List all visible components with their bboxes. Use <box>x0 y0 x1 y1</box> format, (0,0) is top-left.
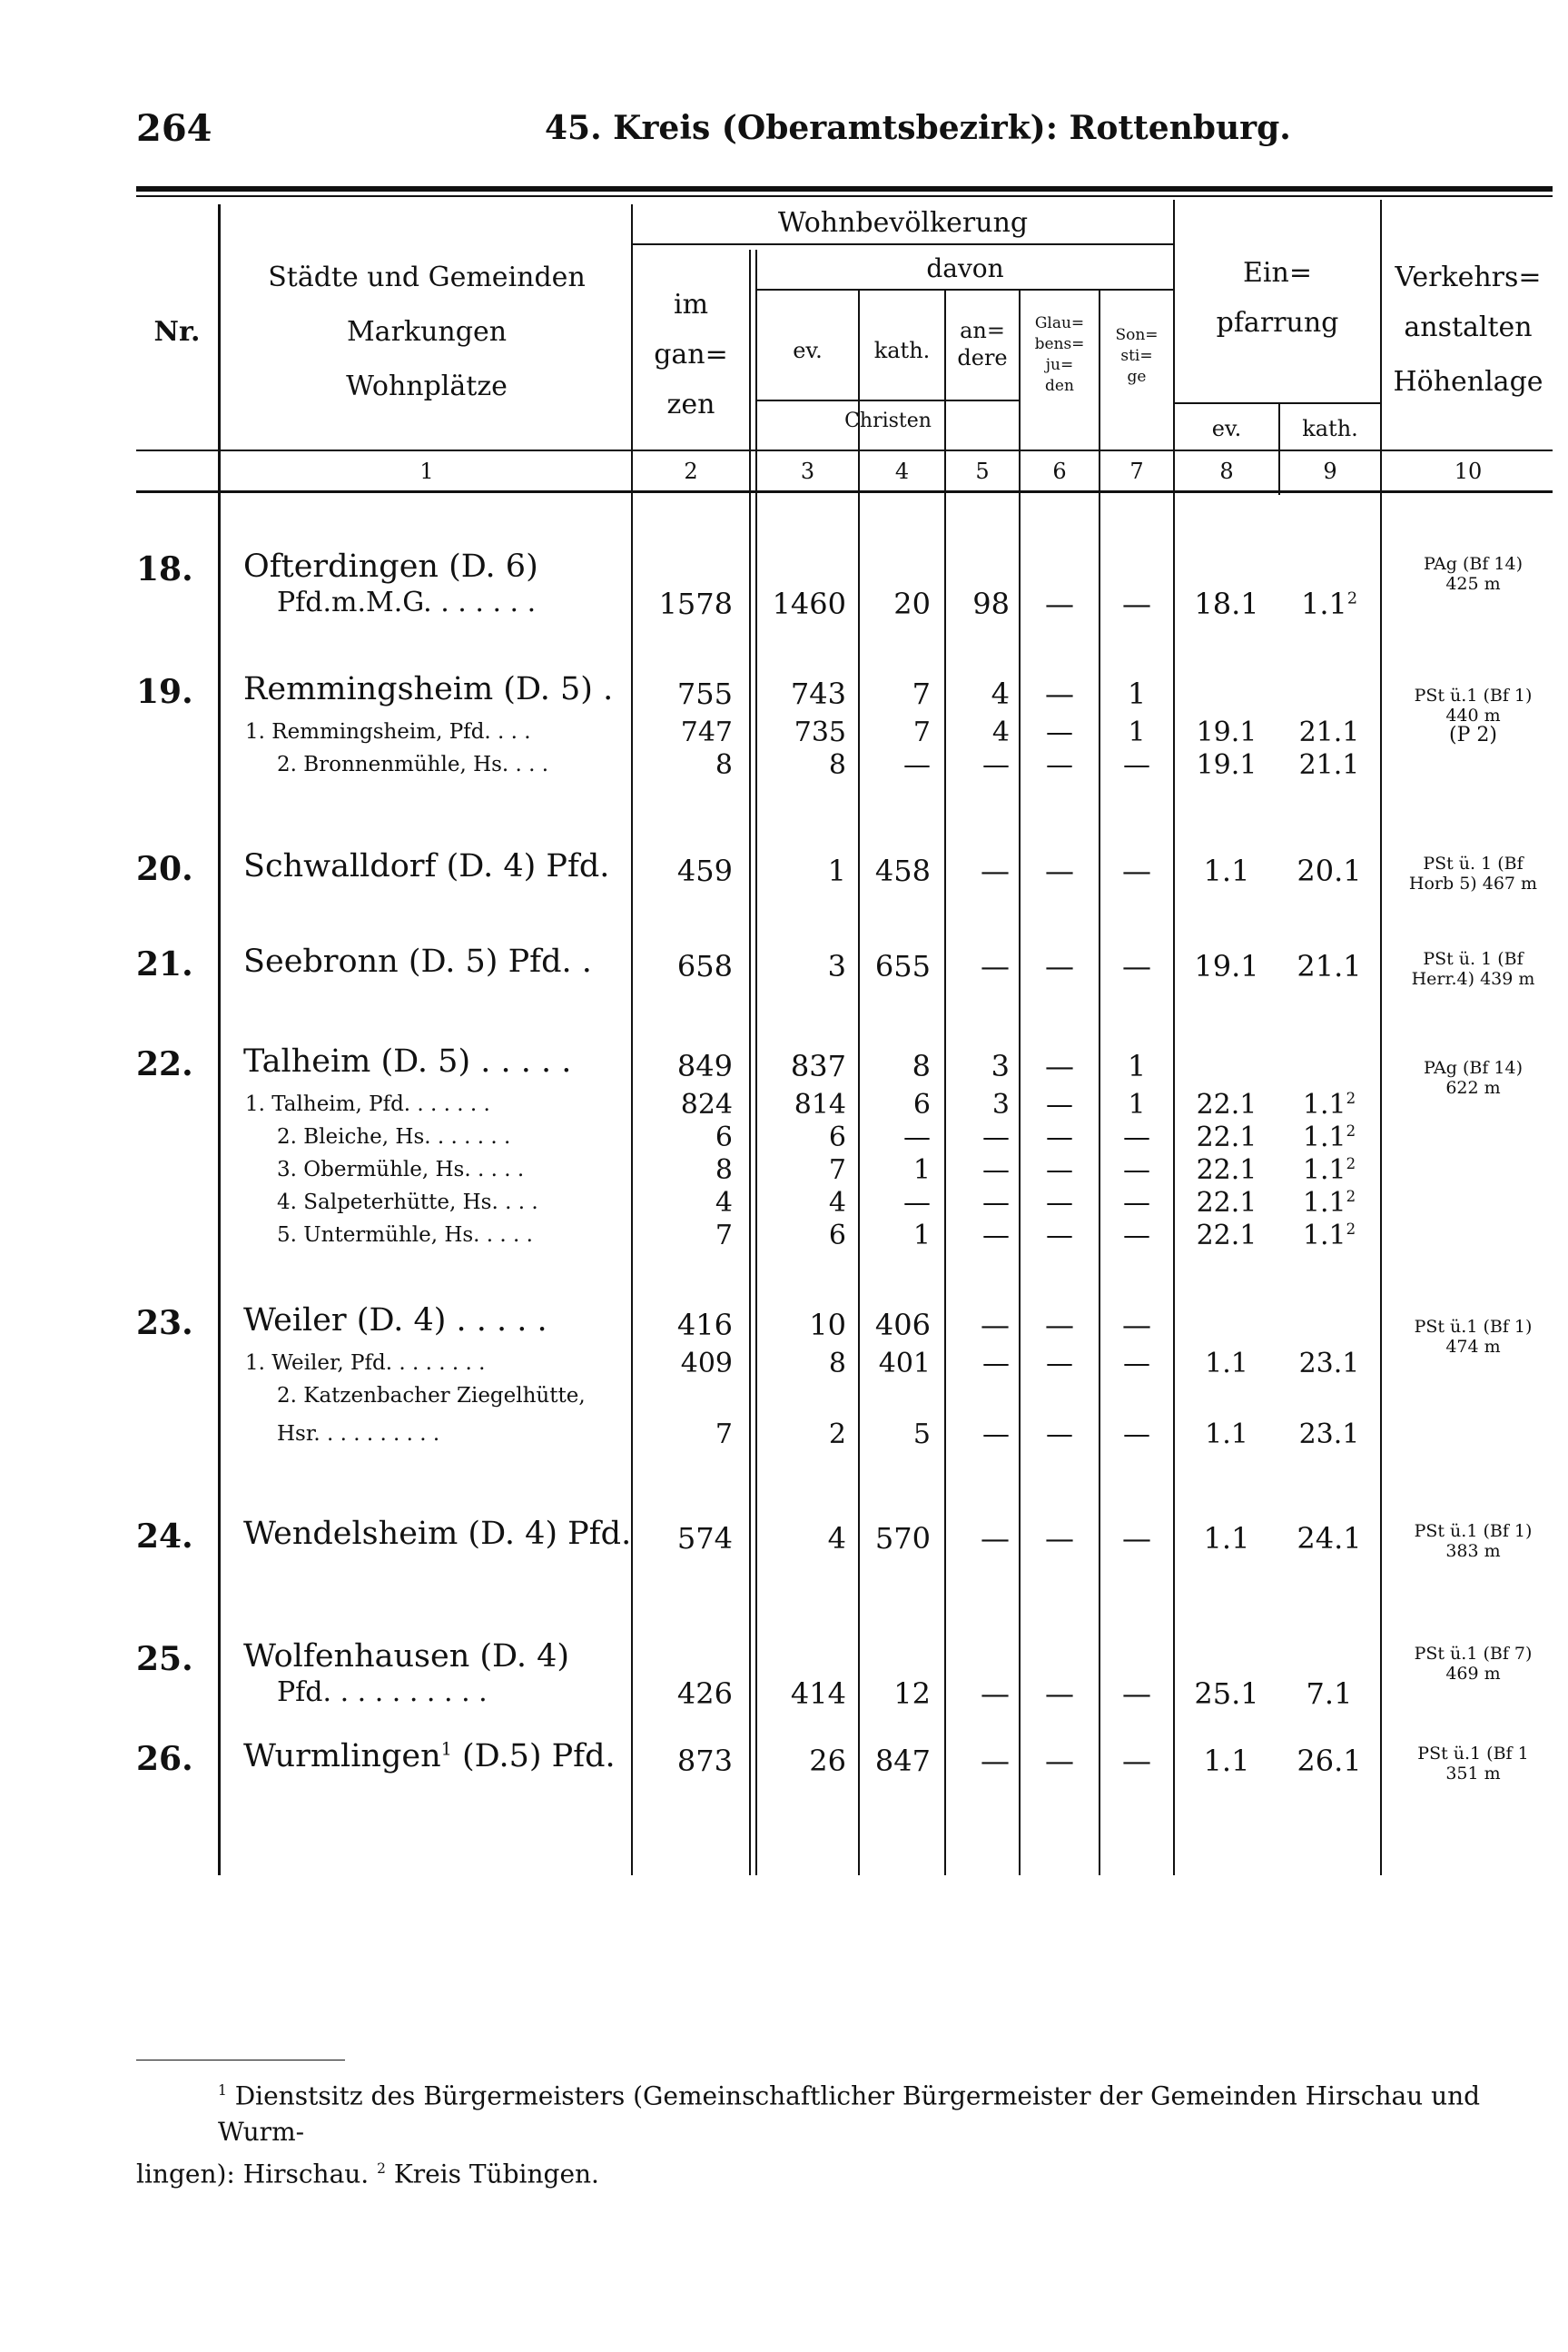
cell-juden: — <box>1045 1521 1074 1556</box>
cell-sonst: — <box>1122 587 1151 621</box>
cell-ev: 2 <box>828 1418 846 1450</box>
verkehr-line-1: PSt ü.1 (Bf 1) <box>1414 686 1533 706</box>
footnote <box>136 2072 1553 2193</box>
sub-place-name: 2. Katzenbacher Ziegelhütte, <box>277 1384 586 1408</box>
verkehr-line-1: PSt ü.1 (Bf 1) <box>1414 1521 1533 1541</box>
header-glauben-l4: den <box>1045 377 1074 395</box>
cell-ev: 6 <box>828 1122 846 1153</box>
cell-pf-kath: 7.1 <box>1306 1676 1353 1711</box>
place-name-text: Wendelsheim (D. 4) Pfd. <box>243 1516 632 1552</box>
header-einpf-kath: kath. <box>1302 416 1358 441</box>
header-glauben-l3: ju= <box>1045 356 1074 374</box>
cell-juden: — <box>1046 1187 1073 1219</box>
header-bottom-rule <box>136 450 1553 451</box>
cell-juden: — <box>1046 1154 1073 1186</box>
sub-place-name: 1. Remmingsheim, Pfd. . . . <box>245 720 531 744</box>
cell-andere: — <box>981 854 1010 888</box>
colnum-6: 6 <box>1052 459 1067 484</box>
place-name-line-2: Pfd.m.M.G. . . . . . . <box>277 587 537 618</box>
header-verk-l2: anstalten <box>1404 311 1533 343</box>
christen-rule <box>757 400 1019 401</box>
footnote-ref: 2 <box>1346 1155 1356 1172</box>
header-im-l1: im <box>673 289 709 321</box>
cell-kath: — <box>903 749 931 781</box>
place-name-text: Schwalldorf (D. 4) Pfd. <box>243 848 610 884</box>
cell-ev: 10 <box>809 1308 846 1342</box>
verkehr-line-2: 383 m <box>1445 1541 1501 1561</box>
cell-kath: 458 <box>874 854 931 888</box>
cell-juden: — <box>1046 716 1073 748</box>
verkehr-line-2: 474 m <box>1445 1337 1501 1357</box>
cell-andere: — <box>981 1744 1010 1778</box>
cell-pf-kath-value: 1.1 <box>1302 1154 1346 1186</box>
header-verk-l1: Verkehrs= <box>1395 262 1542 293</box>
footnote-ref: 2 <box>1346 1220 1356 1238</box>
cell-pf-ev: 1.1 <box>1203 854 1250 888</box>
cell-pf-kath-value: 1.1 <box>1300 587 1347 621</box>
row-number: 26. <box>136 1740 193 1778</box>
cell-sonst: — <box>1123 1348 1150 1379</box>
place-name-text: Wurmlingen <box>243 1738 441 1774</box>
header-kath: kath. <box>873 338 931 363</box>
cell-juden: — <box>1046 1348 1073 1379</box>
cell-ev: 7 <box>828 1154 846 1186</box>
cell-juden: — <box>1045 1049 1074 1083</box>
cell-kath: 1 <box>912 1154 931 1186</box>
place-name-line-2: Pfd. . . . . . . . . . <box>277 1676 488 1708</box>
cell-gesamt: 459 <box>676 854 733 888</box>
place-name <box>243 671 613 707</box>
cell-pf-kath <box>1280 1089 1378 1121</box>
cell-gesamt: 747 <box>680 716 733 748</box>
sub-place-name: 5. Untermühle, Hs. . . . . <box>277 1223 533 1247</box>
cell-sonst: — <box>1122 1676 1151 1711</box>
cell-pf-kath-value: 1.1 <box>1302 1122 1346 1153</box>
verkehr-info <box>1385 554 1562 594</box>
colnum-10: 10 <box>1454 459 1483 484</box>
header-name-l2: Markungen <box>346 316 508 348</box>
cell-pf-ev: 22.1 <box>1196 1154 1257 1186</box>
cell-pf-kath: 23.1 <box>1298 1348 1360 1379</box>
cell-andere: — <box>982 1418 1010 1450</box>
cell-gesamt: 8 <box>715 749 733 781</box>
place-name <box>243 1302 547 1339</box>
row-number: 21. <box>136 945 193 983</box>
place-name <box>243 1043 571 1080</box>
footnote-ref: 2 <box>1346 1122 1356 1140</box>
footnote-mark-1: 1 <box>218 2082 227 2099</box>
vline-name <box>631 204 633 1875</box>
cell-andere: — <box>982 1187 1010 1219</box>
cell-pf-ev: 22.1 <box>1196 1187 1257 1219</box>
colnum-7: 7 <box>1129 459 1144 484</box>
cell-gesamt: 8 <box>715 1154 733 1186</box>
cell-juden: — <box>1045 587 1074 621</box>
cell-ev: 837 <box>790 1049 846 1083</box>
cell-gesamt: 7 <box>715 1418 733 1450</box>
cell-pf-kath-value: 1.1 <box>1302 1089 1346 1121</box>
cell-ev: 4 <box>828 1187 846 1219</box>
cell-kath: 570 <box>874 1521 931 1556</box>
verkehr-line-1: PAg (Bf 14) <box>1424 554 1523 574</box>
verkehr-line-1: PSt ü.1 (Bf 1) <box>1414 1317 1533 1337</box>
cell-pf-kath: 20.1 <box>1297 854 1362 888</box>
header-name-l1: Städte und Gemeinden <box>268 262 586 293</box>
cell-andere: — <box>982 1122 1010 1153</box>
footnote-ref: 2 <box>1346 1188 1356 1205</box>
header-sonst-l2: sti= <box>1120 347 1153 365</box>
sub-place-name: 1. Weiler, Pfd. . . . . . . . <box>245 1351 486 1375</box>
header-andere-l2: dere <box>957 345 1008 371</box>
cell-gesamt: 7 <box>715 1220 733 1251</box>
colnum-3: 3 <box>800 459 815 484</box>
cell-juden: — <box>1046 1122 1073 1153</box>
page-title: 45. Kreis (Oberamtsbezirk): Rottenburg. <box>545 109 1291 147</box>
footnote-text-2: lingen): Hirschau. <box>136 2159 370 2189</box>
cell-pf-ev: 1.1 <box>1205 1348 1248 1379</box>
cell-sonst: — <box>1122 1308 1151 1342</box>
header-verk-l3: Höhenlage <box>1393 366 1543 398</box>
sub-place-name: 1. Talheim, Pfd. . . . . . . <box>245 1092 490 1116</box>
verkehr-line-1: PSt ü. 1 (Bf <box>1423 949 1524 969</box>
colnum-5: 5 <box>975 459 990 484</box>
row-number: 24. <box>136 1517 193 1556</box>
header-einpf-ev: ev. <box>1211 416 1242 441</box>
cell-gesamt: 658 <box>676 949 733 983</box>
place-name-text: Wolfenhausen (D. 4) <box>243 1638 570 1675</box>
row-number: 25. <box>136 1640 193 1678</box>
cell-juden: — <box>1045 854 1074 888</box>
cell-pf-kath: 24.1 <box>1297 1521 1362 1556</box>
verkehr-info <box>1385 949 1562 989</box>
cell-pf-ev: 22.1 <box>1196 1220 1257 1251</box>
cell-andere: — <box>982 1154 1010 1186</box>
vline-sonst <box>1173 200 1175 1875</box>
cell-juden: — <box>1046 1418 1073 1450</box>
cell-gesamt: 755 <box>676 677 733 711</box>
sub-place-name-line-2: Hsr. . . . . . . . . . <box>277 1422 440 1446</box>
cell-andere: — <box>981 1676 1010 1711</box>
cell-gesamt: 849 <box>676 1049 733 1083</box>
cell-pf-ev: 22.1 <box>1196 1122 1257 1153</box>
cell-ev: 814 <box>794 1089 846 1121</box>
cell-juden: — <box>1045 1744 1074 1778</box>
cell-kath: 5 <box>912 1418 931 1450</box>
cell-sonst: 1 <box>1128 716 1146 748</box>
cell-sonst: 1 <box>1127 677 1147 711</box>
cell-sonst: — <box>1122 854 1151 888</box>
cell-pf-kath: 21.1 <box>1297 949 1362 983</box>
cell-ev: 1 <box>827 854 846 888</box>
cell-ev: 414 <box>790 1676 846 1711</box>
footnote-line-1 <box>136 2072 1553 2150</box>
cell-kath: 6 <box>912 1089 931 1121</box>
cell-ev: 743 <box>790 677 846 711</box>
header-glauben-l2: bens= <box>1034 335 1085 353</box>
verkehr-info <box>1385 1058 1562 1098</box>
verkehr-line-1: PSt ü.1 (Bf 1 <box>1417 1744 1529 1764</box>
place-name-rest: (D.5) Pfd. <box>451 1738 616 1774</box>
cell-gesamt: 824 <box>680 1089 733 1121</box>
colnum-8: 8 <box>1219 459 1234 484</box>
cell-pf-kath <box>1280 1220 1378 1251</box>
cell-pf-kath: 26.1 <box>1297 1744 1362 1778</box>
cell-andere: 3 <box>991 1049 1010 1083</box>
header-andere-l1: an= <box>960 318 1005 343</box>
cell-pf-ev: 19.1 <box>1196 716 1257 748</box>
verkehr-line-1: PSt ü.1 (Bf 7) <box>1414 1644 1533 1664</box>
verkehr-info <box>1385 1744 1562 1784</box>
cell-sonst: — <box>1123 1418 1150 1450</box>
sub-place-name: 2. Bleiche, Hs. . . . . . . <box>277 1125 511 1149</box>
verkehr-line-3: (P 2) <box>1449 724 1497 746</box>
cell-pf-ev: 1.1 <box>1203 1521 1250 1556</box>
cell-pf-kath <box>1280 1122 1378 1153</box>
row-number: 19. <box>136 673 193 711</box>
einpf-rule <box>1175 402 1380 404</box>
verkehr-line-2: 425 m <box>1445 574 1501 594</box>
cell-pf-ev: 1.1 <box>1203 1744 1250 1778</box>
cell-sonst: — <box>1123 1154 1150 1186</box>
cell-pf-ev: 19.1 <box>1194 949 1259 983</box>
cell-kath: — <box>903 1187 931 1219</box>
cell-andere: — <box>981 1308 1010 1342</box>
cell-kath: 7 <box>912 677 931 711</box>
cell-pf-kath-value: 1.1 <box>1302 1220 1346 1251</box>
cell-andere: — <box>982 749 1010 781</box>
cell-sonst: — <box>1123 1187 1150 1219</box>
cell-sonst: — <box>1123 1122 1150 1153</box>
cell-pf-ev: 19.1 <box>1196 749 1257 781</box>
cell-ev: 1460 <box>772 587 846 621</box>
cell-pf-ev: 18.1 <box>1194 587 1259 621</box>
place-name-text: Remmingsheim (D. 5) . <box>243 671 614 707</box>
cell-ev: 4 <box>827 1521 846 1556</box>
header-christen: Christen <box>844 410 932 432</box>
cell-kath: — <box>903 1122 931 1153</box>
footnote-ref: 1 <box>440 1738 452 1760</box>
colnum-9: 9 <box>1323 459 1337 484</box>
verkehr-line-2: 440 m <box>1445 706 1501 726</box>
cell-sonst: — <box>1123 749 1150 781</box>
cell-juden: — <box>1045 1308 1074 1342</box>
cell-pf-kath <box>1280 587 1378 621</box>
place-name <box>243 944 592 980</box>
cell-ev: 6 <box>828 1220 846 1251</box>
row-number: 18. <box>136 550 193 588</box>
cell-gesamt: 1578 <box>658 587 733 621</box>
row-number: 20. <box>136 850 193 888</box>
cell-gesamt: 4 <box>715 1187 733 1219</box>
cell-ev: 3 <box>827 949 846 983</box>
cell-gesamt: 426 <box>676 1676 733 1711</box>
sub-place-name: 3. Obermühle, Hs. . . . . <box>277 1158 525 1181</box>
cell-pf-kath-value: 1.1 <box>1302 1187 1346 1219</box>
verkehr-line-2: 622 m <box>1445 1078 1501 1098</box>
footnote-text-1: Dienstsitz des Bürgermeisters (Gemeinschaftlicher Bürgermeister der Gemeinden Hirschau und Wurm- <box>218 2080 1481 2148</box>
cell-pf-ev: 1.1 <box>1205 1418 1248 1450</box>
cell-andere: 4 <box>991 716 1010 748</box>
cell-pf-ev: 22.1 <box>1196 1089 1257 1121</box>
cell-ev: 8 <box>828 749 846 781</box>
cell-sonst: — <box>1122 1744 1151 1778</box>
sub-place-name: 2. Bronnenmühle, Hs. . . . <box>277 753 549 776</box>
verkehr-info <box>1385 1644 1562 1684</box>
sub-place-name: 4. Salpeterhütte, Hs. . . . <box>277 1191 538 1214</box>
cell-juden: — <box>1045 949 1074 983</box>
header-davon: davon <box>926 253 1004 283</box>
cell-pf-kath <box>1280 1154 1378 1186</box>
cell-kath: 12 <box>893 1676 931 1711</box>
header-einpf-l1: Ein= <box>1243 257 1312 289</box>
colnum-bottom-rule <box>136 490 1553 493</box>
colnum-4: 4 <box>894 459 910 484</box>
footnote-text-3: Kreis Tübingen. <box>393 2159 599 2189</box>
place-name <box>243 1738 616 1774</box>
cell-andere: 4 <box>991 677 1010 711</box>
verkehr-line-2: 351 m <box>1445 1764 1501 1784</box>
row-number: 23. <box>136 1304 193 1342</box>
cell-andere: — <box>981 1521 1010 1556</box>
cell-juden: — <box>1046 749 1073 781</box>
verkehr-line-1: PSt ü. 1 (Bf <box>1423 854 1524 874</box>
verkehr-info <box>1385 1317 1562 1357</box>
row-number: 22. <box>136 1045 193 1083</box>
verkehr-info <box>1385 686 1562 746</box>
cell-kath: 847 <box>874 1744 931 1778</box>
verkehr-line-2: Horb 5) 467 m <box>1408 874 1538 894</box>
cell-kath: 1 <box>912 1220 931 1251</box>
cell-sonst: — <box>1123 1220 1150 1251</box>
header-sonst-l1: Son= <box>1115 326 1159 344</box>
cell-gesamt: 416 <box>676 1308 733 1342</box>
cell-andere: 98 <box>972 587 1010 621</box>
cell-pf-kath: 21.1 <box>1298 749 1360 781</box>
cell-kath: 406 <box>874 1308 931 1342</box>
place-name <box>243 548 538 585</box>
cell-andere: — <box>981 949 1010 983</box>
cell-ev: 8 <box>828 1348 846 1379</box>
verkehr-info <box>1385 854 1562 894</box>
verkehr-line-2: Herr.4) 439 m <box>1411 969 1535 989</box>
cell-gesamt: 6 <box>715 1122 733 1153</box>
header-glauben-l1: Glau= <box>1034 314 1085 332</box>
vline-pfkath <box>1380 200 1382 1875</box>
cell-gesamt: 873 <box>676 1744 733 1778</box>
cell-pf-kath: 21.1 <box>1298 716 1360 748</box>
footnote-mark-2: 2 <box>377 2160 386 2178</box>
cell-kath: 401 <box>878 1348 931 1379</box>
header-nr: Nr. <box>153 316 201 348</box>
cell-kath: 655 <box>874 949 931 983</box>
cell-juden: — <box>1045 1676 1074 1711</box>
cell-kath: 20 <box>893 587 931 621</box>
cell-gesamt: 409 <box>680 1348 733 1379</box>
cell-andere: — <box>982 1348 1010 1379</box>
top-rule-thin <box>136 195 1553 197</box>
cell-gesamt: 574 <box>676 1521 733 1556</box>
cell-sonst: 1 <box>1128 1089 1146 1121</box>
footnote-ref: 2 <box>1346 589 1358 608</box>
header-einpf-l2: pfarrung <box>1216 307 1339 339</box>
place-name-text: Seebronn (D. 5) Pfd. . <box>243 944 592 980</box>
place-name <box>243 1638 569 1675</box>
footnote-ref: 2 <box>1346 1090 1356 1107</box>
cell-andere: — <box>982 1220 1010 1251</box>
header-name-l3: Wohnplätze <box>346 371 508 402</box>
place-name-text: Talheim (D. 5) . . . . . <box>243 1043 572 1080</box>
colnum-2: 2 <box>684 459 698 484</box>
cell-andere: 3 <box>991 1089 1010 1121</box>
vline-im <box>749 250 751 1875</box>
cell-pf-ev: 25.1 <box>1194 1676 1259 1711</box>
place-name-text: Weiler (D. 4) . . . . . <box>243 1302 547 1339</box>
verkehr-line-1: PAg (Bf 14) <box>1424 1058 1523 1078</box>
place-name <box>243 848 609 884</box>
cell-juden: — <box>1046 1089 1073 1121</box>
cell-sonst: 1 <box>1127 1049 1147 1083</box>
cell-sonst: — <box>1122 949 1151 983</box>
cell-pf-kath: 23.1 <box>1298 1418 1360 1450</box>
verkehr-info <box>1385 1521 1562 1561</box>
header-ev: ev. <box>793 338 823 363</box>
vline-nr <box>218 204 221 1875</box>
cell-kath: 7 <box>912 716 931 748</box>
cell-sonst: — <box>1122 1521 1151 1556</box>
cell-pf-kath <box>1280 1187 1378 1219</box>
cell-kath: 8 <box>912 1049 931 1083</box>
cell-juden: — <box>1045 677 1074 711</box>
top-rule <box>136 186 1553 192</box>
footnote-line-2 <box>136 2150 1553 2192</box>
verkehr-line-2: 469 m <box>1445 1664 1501 1684</box>
place-name-text: Ofterdingen (D. 6) <box>243 548 538 585</box>
header-sonst-l3: ge <box>1127 368 1147 386</box>
cell-ev: 26 <box>809 1744 846 1778</box>
cell-ev: 735 <box>794 716 846 748</box>
cell-juden: — <box>1046 1220 1073 1251</box>
page-number: 264 <box>136 107 212 150</box>
header-im-l2: gan= <box>654 339 728 371</box>
colnum-1: 1 <box>419 459 434 484</box>
header-wohnbev: Wohnbevölkerung <box>777 207 1029 239</box>
place-name <box>243 1516 631 1552</box>
header-im-l3: zen <box>666 389 715 420</box>
